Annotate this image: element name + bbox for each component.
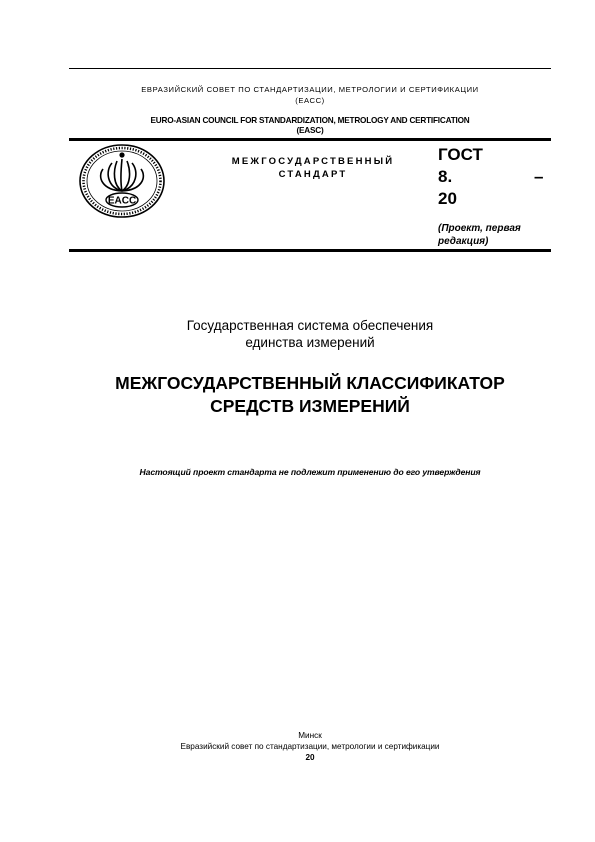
council-name-en-line2: (EASC) <box>296 126 324 135</box>
gost-number-dash: – <box>534 167 544 186</box>
council-name-ru-line1: ЕВРАЗИЙСКИЙ СОВЕТ ПО СТАНДАРТИЗАЦИИ, МЕТРОЛОГИИ И СЕРТИФИКАЦИИ <box>141 85 479 94</box>
standard-type-line2: СТАНДАРТ <box>278 169 348 180</box>
footer-publisher: Евразийский совет по стандартизации, метрологии и сертификации <box>180 742 440 751</box>
standard-type-line1: МЕЖГОСУДАРСТВЕННЫЙ <box>231 156 395 167</box>
easc-logo-icon <box>77 143 167 219</box>
council-name-ru <box>69 84 551 106</box>
gost-number-prefix: 8. <box>438 167 453 186</box>
title-line2: СРЕДСТВ ИЗМЕРЕНИЙ <box>210 396 410 416</box>
subtitle-line1: Государственная система обеспечения <box>186 318 434 333</box>
top-rule <box>69 68 551 69</box>
subtitle-line2: единства измерений <box>245 335 375 350</box>
draft-notice: Настоящий проект стандарта не подлежит применению до его утверждения <box>139 467 481 477</box>
gost-label: ГОСТ <box>438 145 483 164</box>
publication-footer <box>69 730 551 763</box>
logo-text: EACC <box>107 195 137 207</box>
council-name-en-line1: EURO-ASIAN COUNCIL FOR STANDARDIZATION, METROLOGY AND CERTIFICATION <box>150 116 470 125</box>
document-subtitle <box>69 317 551 351</box>
council-name-en <box>69 116 551 136</box>
footer-year: 20 <box>305 753 315 762</box>
standard-type-label <box>215 155 411 181</box>
gost-number <box>438 166 548 187</box>
header-top-rule <box>69 138 551 141</box>
header-bottom-rule <box>69 249 551 252</box>
draft-note-line2: редакция) <box>438 236 489 247</box>
draft-edition-note <box>438 222 553 248</box>
title-line1: МЕЖГОСУДАРСТВЕННЫЙ КЛАССИФИКАТОР <box>115 373 505 393</box>
footer-city: Минск <box>298 731 322 740</box>
document-title <box>69 372 551 418</box>
council-name-ru-line2: (ЕАСС) <box>295 96 325 105</box>
gost-year: 20 <box>438 189 457 208</box>
draft-note-line1: (Проект, первая <box>438 223 521 234</box>
